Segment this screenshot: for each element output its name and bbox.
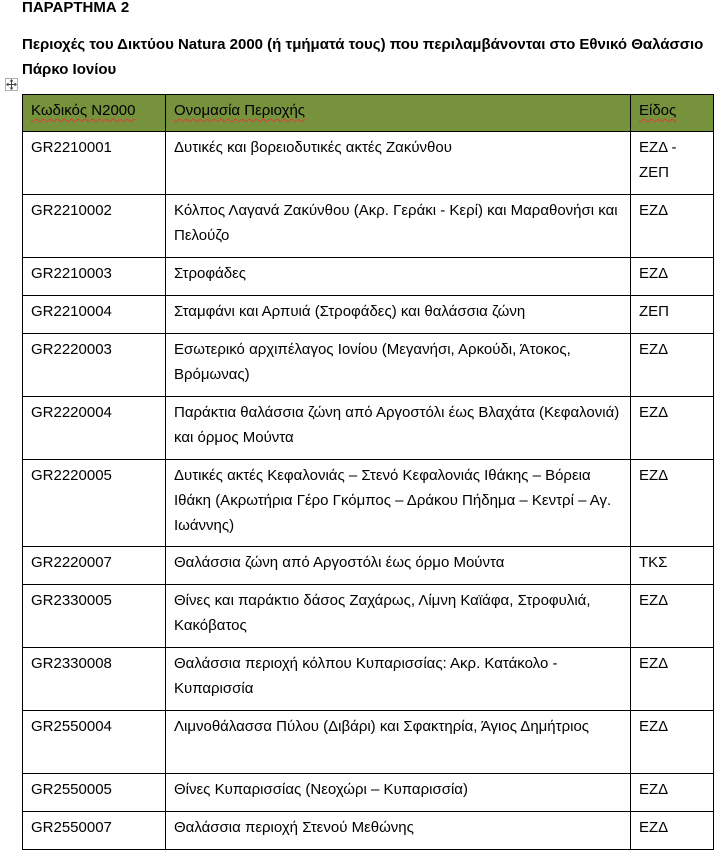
table-row: [23, 648, 714, 711]
cell-type: ΕΖΔ: [631, 812, 714, 850]
cell-code: GR2550005: [23, 774, 166, 812]
table-row: [23, 774, 714, 812]
cell-type: ΕΖΔ: [631, 195, 714, 258]
table-row: [23, 195, 714, 258]
cell-name: Δυτικές ακτές Κεφαλονιάς – Στενό Κεφαλονιάς Ιθάκης – Βόρεια Ιθάκη (Ακρωτήρια Γέρο Γκόμπος – Δράκου Πήδημα – Κεντρί – Αγ. Ιωάννης): [166, 460, 631, 547]
table-row: [23, 258, 714, 296]
table-move-handle[interactable]: [5, 78, 18, 91]
cell-name: Θίνες Κυπαρισσίας (Νεοχώρι – Κυπαρισσία): [166, 774, 631, 812]
cell-code: GR2330008: [23, 648, 166, 711]
cell-name: Θαλάσσια περιοχή κόλπου Κυπαρισσίας: Ακρ. Κατάκολο - Κυπαρισσία: [166, 648, 631, 711]
table-row: [23, 812, 714, 850]
table-row: [23, 397, 714, 460]
cell-name: Λιμνοθάλασσα Πύλου (Διβάρι) και Σφακτηρία, Άγιος Δημήτριος: [166, 711, 631, 774]
table-row: [23, 132, 714, 195]
cell-name: Στροφάδες: [166, 258, 631, 296]
table-row: [23, 547, 714, 585]
cell-name: Δυτικές και βορειοδυτικές ακτές Ζακύνθου: [166, 132, 631, 195]
cell-name: Εσωτερικό αρχιπέλαγος Ιονίου (Μεγανήσι, Αρκούδι, Άτοκος, Βρόμωνας): [166, 334, 631, 397]
cell-type: ΕΖΔ: [631, 460, 714, 547]
move-icon: [6, 79, 17, 90]
cell-code: GR2330005: [23, 585, 166, 648]
cell-name: Κόλπος Λαγανά Ζακύνθου (Ακρ. Γεράκι - Κερί) και Μαραθονήσι και Πελούζο: [166, 195, 631, 258]
cell-type: ΕΖΔ: [631, 711, 714, 774]
cell-type: ΕΖΔ - ΖΕΠ: [631, 132, 714, 195]
cell-type: ΕΖΔ: [631, 334, 714, 397]
cell-code: GR2550004: [23, 711, 166, 774]
cell-name: Θαλάσσια ζώνη από Αργοστόλι έως όρμο Μούντα: [166, 547, 631, 585]
cell-code: GR2220003: [23, 334, 166, 397]
table-row: [23, 334, 714, 397]
header-code: Κωδικός Ν2000: [23, 95, 166, 132]
cell-name: Θαλάσσια περιοχή Στενού Μεθώνης: [166, 812, 631, 850]
cell-name: Παράκτια θαλάσσια ζώνη από Αργοστόλι έως Βλαχάτα (Κεφαλονιά) και όρμος Μούντα: [166, 397, 631, 460]
table-row: [23, 296, 714, 334]
header-name: Ονομασία Περιοχής: [166, 95, 631, 132]
cell-type: ΕΖΔ: [631, 774, 714, 812]
cell-type: ΤΚΣ: [631, 547, 714, 585]
table-header-row: [23, 95, 714, 132]
table-row: [23, 711, 714, 774]
cell-type: ΕΖΔ: [631, 585, 714, 648]
annex-heading: ΠΑΡΑΡΤΗΜΑ 2: [22, 0, 130, 16]
cell-code: GR2210002: [23, 195, 166, 258]
cell-code: GR2210004: [23, 296, 166, 334]
header-type: Είδος: [631, 95, 714, 132]
natura-regions-table: [22, 94, 714, 850]
cell-code: GR2220007: [23, 547, 166, 585]
cell-code: GR2210001: [23, 132, 166, 195]
cell-code: GR2220005: [23, 460, 166, 547]
table-row: [23, 585, 714, 648]
cell-type: ΖΕΠ: [631, 296, 714, 334]
cell-code: GR2210003: [23, 258, 166, 296]
cell-code: GR2550007: [23, 812, 166, 850]
cell-type: ΕΖΔ: [631, 397, 714, 460]
cell-type: ΕΖΔ: [631, 648, 714, 711]
cell-code: GR2220004: [23, 397, 166, 460]
table-row: [23, 460, 714, 547]
cell-name: Θίνες και παράκτιο δάσος Ζαχάρως, Λίμνη Καϊάφα, Στροφυλιά, Κακόβατος: [166, 585, 631, 648]
cell-type: ΕΖΔ: [631, 258, 714, 296]
cell-name: Σταμφάνι και Αρπυιά (Στροφάδες) και θαλάσσια ζώνη: [166, 296, 631, 334]
document-subtitle: Περιοχές του Δικτύου Natura 2000 (ή τμήματά τους) που περιλαμβάνονται στο Εθνικό Θαλάσσιο Πάρκο Ιονίου: [22, 36, 704, 78]
